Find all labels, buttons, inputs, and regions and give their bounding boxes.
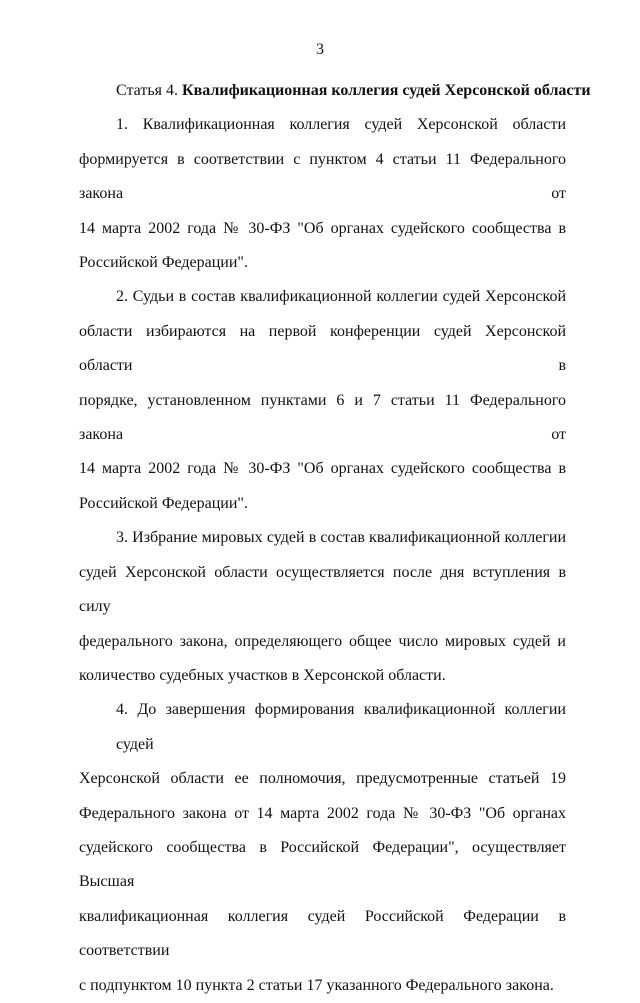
paragraph-line: Федерального закона от 14 марта 2002 года № 30-ФЗ "Об органах [79,804,566,822]
article-heading [79,74,591,108]
paragraph-line: с подпунктом 10 пункта 2 статьи 17 указанного Федерального закона. [79,976,554,994]
paragraph-line: порядке, установленном пунктами 6 и 7 статьи 11 Федерального закона от [79,391,566,444]
paragraph-line: 3. Избрание мировых судей в состав квалификационной коллегии [116,529,566,547]
paragraph-1 [79,108,566,280]
paragraph-line: судейского сообщества в Российской Федерации", осуществляет Высшая [79,838,566,891]
article-prefix: Статья 4. [116,82,178,99]
paragraph-line: Российской Федерации". [79,254,248,272]
paragraph-4 [79,693,566,1003]
page-number: 3 [316,41,324,58]
paragraph-2 [79,280,566,521]
document-body [79,74,591,1003]
paragraph-line: квалификационная коллегия судей Российской Федерации в соответствии [79,907,566,960]
paragraph-line: формируется в соответствии с пунктом 4 статьи 11 Федерального закона от [79,150,566,203]
paragraph-line: количество судебных участков в Херсонской области. [79,666,446,684]
paragraph-line: судей Херсонской области осуществляется после дня вступления в силу [79,563,566,616]
paragraph-3 [79,521,566,693]
article-title: Квалификационная коллегия судей Херсонской области [181,82,591,99]
paragraph-line: Российской Федерации". [79,494,248,512]
paragraph-line: 1. Квалификационная коллегия судей Херсонской области [116,116,566,134]
paragraph-line: 14 марта 2002 года № 30-ФЗ "Об органах судейского сообщества в [79,219,566,237]
paragraph-line: 14 марта 2002 года № 30-ФЗ "Об органах судейского сообщества в [79,460,566,478]
paragraph-line: федерального закона, определяющего общее число мировых судей и [79,632,566,650]
paragraph-line: 4. До завершения формирования квалификационной коллегии судей [116,701,566,753]
paragraph-line: 2. Судьи в состав квалификационной коллегии судей Херсонской [116,288,566,306]
paragraph-line: области избираются на первой конференции судей Херсонской области в [79,322,566,375]
paragraph-line: Херсонской области ее полномочия, предусмотренные статьей 19 [79,770,566,788]
